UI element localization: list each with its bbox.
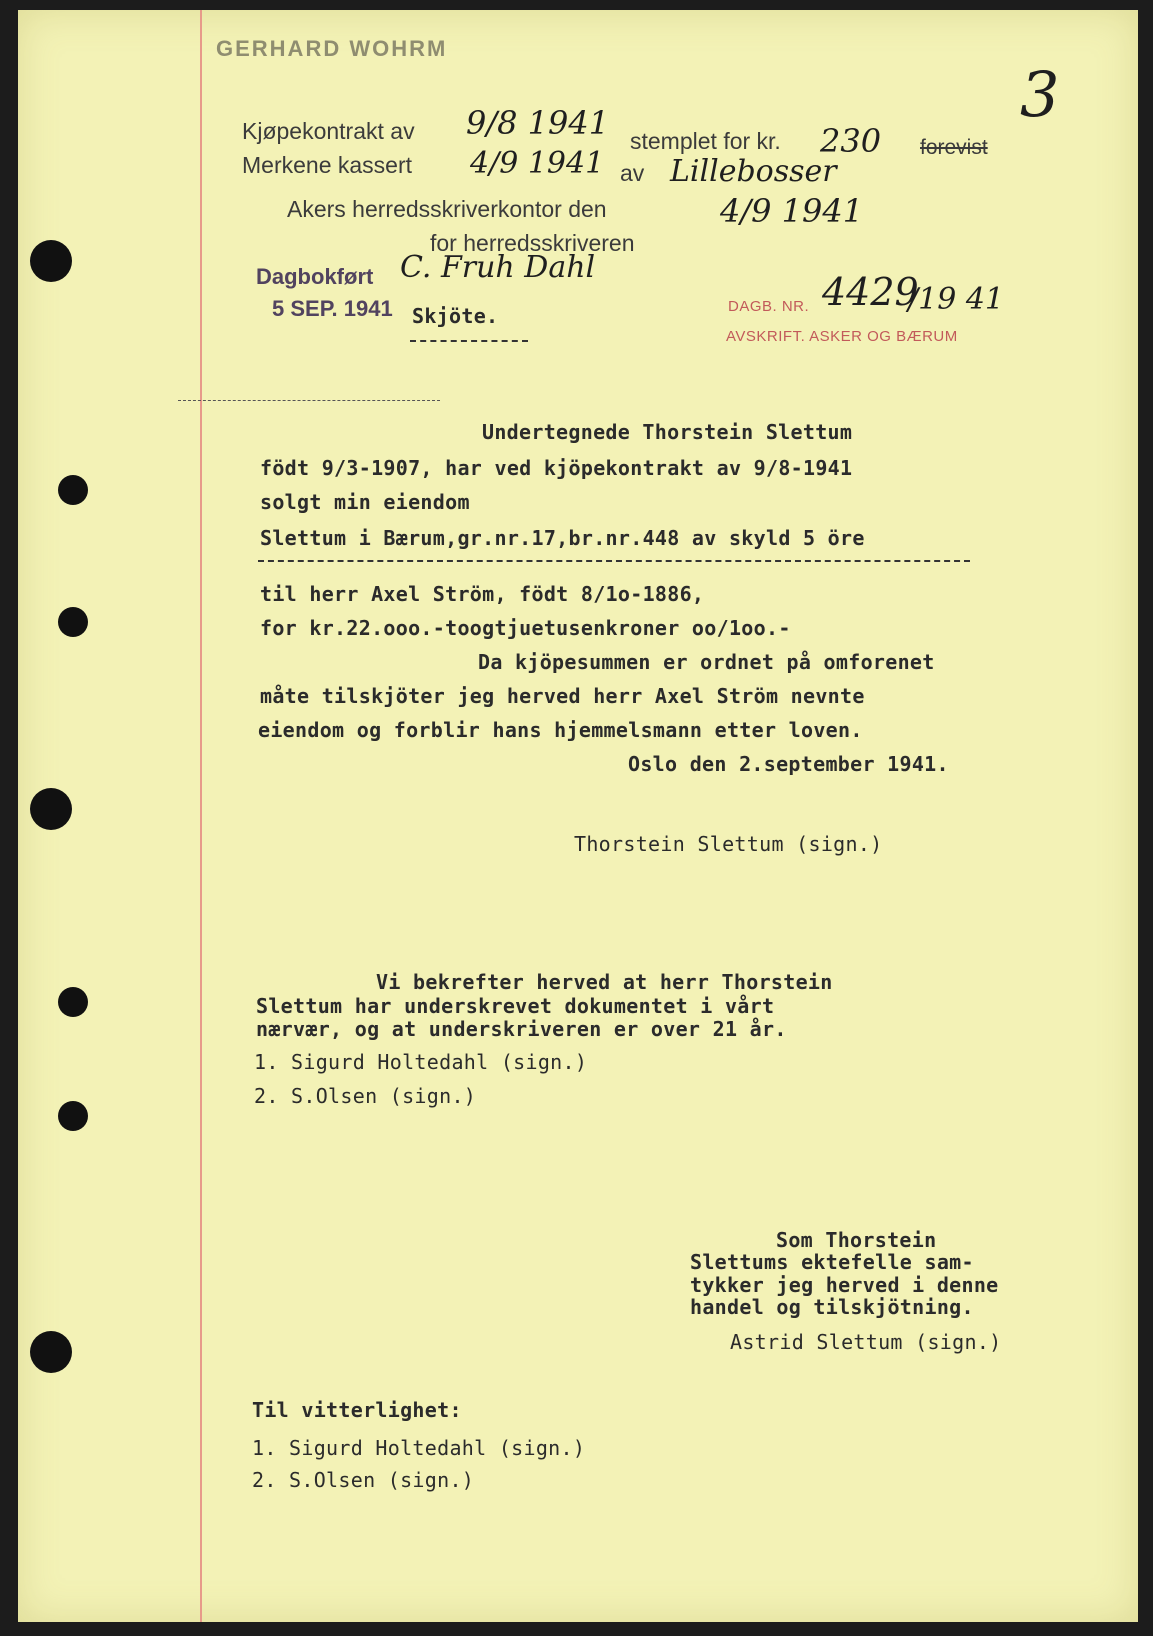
punch-hole	[30, 788, 72, 830]
body-line: måte tilskjöter jeg herved herr Axel Ström nevnte	[260, 684, 865, 708]
dagb-nr-number: 4429	[822, 270, 919, 314]
punch-hole	[58, 987, 88, 1017]
body-line: eiendom og forblir hans hjemmelsmann etter loven.	[258, 718, 863, 742]
document-type: Skjöte.	[412, 304, 499, 328]
header-line4-print: for herredsskriveren	[430, 230, 635, 256]
spouse-signature: Astrid Slettum (sign.)	[730, 1330, 1002, 1354]
body-line: Da kjöpesummen er ordnet på omforenet	[478, 650, 935, 674]
dagbokfort-label: Dagbokført	[256, 264, 374, 289]
header-line3-date: 4/9 1941	[720, 192, 864, 230]
dagbokfort-date: 5 SEP. 1941	[272, 296, 393, 321]
header-line2-signature: Lillebosser	[670, 154, 837, 189]
header-line3-print: Akers herredsskriverkontor den	[287, 196, 607, 222]
body-line: Oslo den 2.september 1941.	[628, 752, 949, 776]
body-line: födt 9/3-1907, har ved kjöpekontrakt av 9/8-1941	[260, 456, 853, 480]
header-line1-amount: 230	[820, 122, 882, 160]
header-line1-forevist: forevist	[920, 136, 988, 159]
spouse-line: handel og tilskjötning.	[690, 1295, 974, 1319]
punch-hole	[30, 240, 72, 282]
header-line4-signature: C. Fruh Dahl	[400, 250, 596, 285]
header-line1-stemplet: stemplet for kr.	[630, 128, 781, 154]
underline	[410, 340, 528, 342]
body-line: til herr Axel Ström, födt 8/1o-1886,	[260, 582, 705, 606]
separator-line	[178, 400, 440, 401]
witness-line: 1. Sigurd Holtedahl (sign.)	[254, 1050, 588, 1074]
body-line: for kr.22.ooo.-toogtjuetusenkroner oo/1oo.-	[260, 616, 791, 640]
spouse-line: Slettums ektefelle sam-	[690, 1250, 974, 1274]
header-line1-date: 9/8 1941	[466, 104, 610, 142]
header-line2-date: 4/9 1941	[470, 146, 605, 181]
faint-stamp-top: GERHARD WOHRM	[216, 36, 448, 61]
witness-line: 2. S.Olsen (sign.)	[252, 1468, 475, 1492]
seller-signature: Thorstein Slettum (sign.)	[574, 832, 883, 856]
punch-hole	[58, 475, 88, 505]
punch-hole	[58, 1101, 88, 1131]
margin-line	[200, 10, 202, 1622]
spouse-line: Som Thorstein	[776, 1228, 937, 1252]
confirmation-line: Slettum har underskrevet dokumentet i vårt	[256, 994, 775, 1018]
spouse-line: tykker jeg herved i denne	[690, 1273, 999, 1297]
punch-hole	[30, 1331, 72, 1373]
witness-line: 1. Sigurd Holtedahl (sign.)	[252, 1436, 586, 1460]
header-line2-print: Merkene kassert	[242, 152, 413, 178]
underline	[258, 560, 970, 562]
confirmation-line: nærvær, og at underskriveren er over 21 år.	[256, 1017, 787, 1041]
header-line2-av: av	[620, 160, 645, 186]
dagb-nr-year: /19 41	[908, 282, 1004, 317]
punch-hole	[58, 607, 88, 637]
header-line1-print: Kjøpekontrakt av	[242, 118, 415, 144]
dagb-nr-label: DAGB. NR.	[728, 298, 810, 315]
witness-line: 2. S.Olsen (sign.)	[254, 1084, 477, 1108]
body-line: Undertegnede Thorstein Slettum	[482, 420, 853, 444]
avskrift-stamp: AVSKRIFT. ASKER OG BÆRUM	[726, 328, 958, 345]
body-line: Slettum i Bærum,gr.nr.17,br.nr.448 av skyld 5 öre	[260, 526, 865, 550]
confirmation-line: Vi bekrefter herved at herr Thorstein	[376, 970, 833, 994]
body-line: solgt min eiendom	[260, 490, 470, 514]
page-number: 3	[1020, 58, 1060, 131]
vitterlighet-label: Til vitterlighet:	[252, 1398, 462, 1422]
